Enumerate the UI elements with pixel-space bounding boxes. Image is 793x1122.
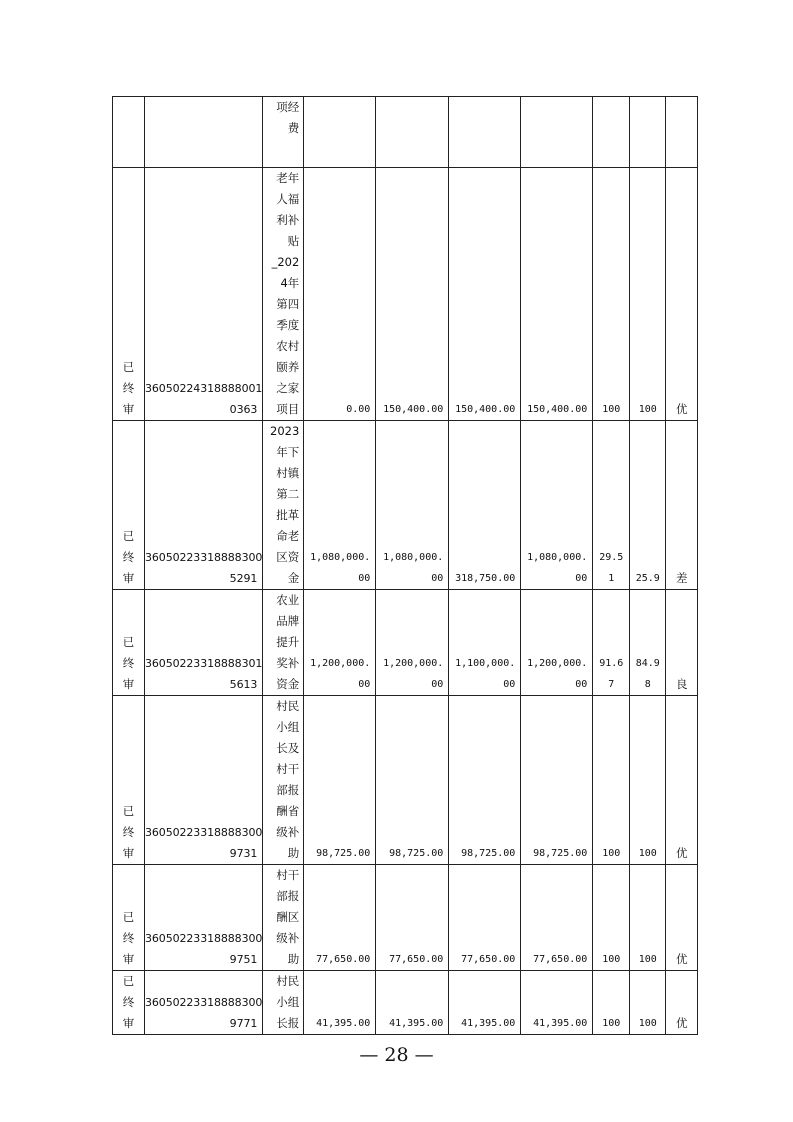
cell-v4	[521, 696, 593, 865]
name-line: 2023	[270, 424, 300, 438]
cell-status	[113, 590, 145, 696]
name-line: 酬省	[276, 804, 300, 818]
name-line: 利补	[276, 213, 300, 227]
cell-v2	[376, 590, 449, 696]
name-line: 提升	[276, 635, 300, 649]
name-line: 部报	[276, 783, 300, 797]
cell-id	[145, 421, 263, 590]
pct-line: 100	[602, 954, 621, 965]
status-line: 已	[122, 529, 135, 543]
name-line: 农村	[276, 339, 300, 353]
name-line: 颐养	[276, 360, 300, 374]
pct-line: 100	[638, 848, 657, 859]
name-line: 村民	[276, 974, 300, 988]
status-line: 终	[122, 931, 135, 945]
name-line: 农业	[276, 593, 300, 607]
num-line: 00	[575, 679, 588, 690]
cell-v3	[449, 865, 521, 971]
status-line: 已	[122, 804, 135, 818]
name-line: 村干	[276, 868, 300, 882]
cell-v3	[449, 421, 521, 590]
cell-v3	[449, 590, 521, 696]
cell-name	[263, 696, 304, 865]
num-line: 318,750.00	[455, 573, 516, 584]
pct-line: 84.9	[635, 658, 660, 669]
num-line: 98,725.00	[389, 848, 444, 859]
id-line: 0363	[229, 403, 258, 416]
name-line: 级补	[276, 825, 300, 839]
status-line: 已	[122, 360, 135, 374]
num-line: 77,650.00	[316, 954, 371, 965]
num-line: 77,650.00	[389, 954, 444, 965]
pct-line: 7	[608, 679, 615, 690]
cell-status	[113, 168, 145, 421]
pct-line: 100	[638, 1018, 657, 1029]
status-line: 已	[122, 974, 135, 988]
num-line: 00	[358, 679, 371, 690]
project-evaluation-table	[112, 96, 698, 1035]
cell-v4	[521, 421, 593, 590]
cell-p1	[593, 168, 630, 421]
id-line: 36050223318888300	[145, 551, 263, 564]
pct-line: 100	[602, 848, 621, 859]
name-line: 项目	[276, 402, 300, 416]
table-row	[113, 865, 698, 971]
cell-v4	[521, 865, 593, 971]
cell-grade	[666, 696, 698, 865]
name-line: 4年	[280, 276, 300, 290]
grade-line: 优	[676, 846, 688, 860]
id-line: 9751	[229, 953, 258, 966]
cell-grade	[666, 865, 698, 971]
cell-v2	[376, 97, 449, 168]
cell-v4	[521, 590, 593, 696]
cell-name	[263, 865, 304, 971]
num-line: 00	[575, 573, 588, 584]
cell-v3	[449, 971, 521, 1035]
pct-line: 100	[602, 404, 621, 415]
table-row	[113, 590, 698, 696]
cell-v1	[304, 865, 376, 971]
num-line: 98,725.00	[533, 848, 588, 859]
table-row	[113, 421, 698, 590]
num-line: 41,395.00	[533, 1018, 588, 1029]
num-line: 98,725.00	[461, 848, 516, 859]
status-line: 终	[122, 995, 135, 1009]
status-line: 已	[122, 910, 135, 924]
status-line: 终	[122, 381, 135, 395]
num-line: 00	[503, 679, 516, 690]
pct-line: 8	[644, 679, 651, 690]
name-line: 长报	[276, 1016, 300, 1030]
cell-v1	[304, 97, 376, 168]
num-line: 1,200,000.	[310, 658, 371, 669]
id-line: 9771	[229, 1017, 258, 1030]
cell-v4	[521, 168, 593, 421]
cell-v2	[376, 696, 449, 865]
cell-p1	[593, 421, 630, 590]
status-line: 终	[122, 656, 135, 670]
name-line: 人福	[276, 192, 300, 206]
pct-line: 100	[638, 954, 657, 965]
pct-line: 100	[638, 404, 657, 415]
name-line: 金	[287, 571, 300, 585]
id-line: 36050223318888300	[145, 932, 263, 945]
cell-v2	[376, 168, 449, 421]
num-line: 41,395.00	[389, 1018, 444, 1029]
name-line: 贴	[287, 234, 300, 248]
name-line: 第四	[276, 297, 300, 311]
cell-status	[113, 696, 145, 865]
id-line: 36050223318888300	[145, 996, 263, 1009]
num-line: 1,080,000.	[383, 552, 444, 563]
name-line: 品牌	[276, 614, 300, 628]
id-line: 36050224318888001	[145, 382, 263, 395]
cell-grade	[666, 421, 698, 590]
cell-id	[145, 97, 263, 168]
table-row	[113, 971, 698, 1035]
grade-line: 优	[676, 402, 688, 416]
table-row	[113, 696, 698, 865]
id-line: 36050223318888300	[145, 826, 263, 839]
cell-p2	[630, 168, 666, 421]
cell-status	[113, 97, 145, 168]
table-row	[113, 168, 698, 421]
num-line: 98,725.00	[316, 848, 371, 859]
name-line: 命老	[276, 529, 300, 543]
cell-id	[145, 168, 263, 421]
cell-p2	[630, 421, 666, 590]
status-line: 审	[122, 402, 135, 416]
num-line: 1,200,000.	[383, 658, 444, 669]
num-line: 41,395.00	[461, 1018, 516, 1029]
grade-line: 良	[676, 677, 688, 691]
cell-v1	[304, 971, 376, 1035]
cell-grade	[666, 97, 698, 168]
cell-p2	[630, 865, 666, 971]
cell-v2	[376, 865, 449, 971]
table-row	[113, 97, 698, 168]
cell-v4	[521, 97, 593, 168]
cell-id	[145, 971, 263, 1035]
cell-p2	[630, 97, 666, 168]
status-line: 终	[122, 550, 135, 564]
status-line: 审	[122, 571, 135, 585]
cell-v2	[376, 421, 449, 590]
page-number: — 28 —	[359, 1044, 434, 1066]
name-line: 批革	[276, 508, 300, 522]
name-line: 部报	[276, 889, 300, 903]
cell-p1	[593, 971, 630, 1035]
cell-p2	[630, 696, 666, 865]
name-line: 之家	[276, 381, 300, 395]
name-line: 老年	[276, 171, 300, 185]
cell-v1	[304, 696, 376, 865]
num-line: 00	[358, 573, 371, 584]
pct-line: 29.5	[599, 552, 624, 563]
cell-id	[145, 696, 263, 865]
num-line: 1,200,000.	[527, 658, 588, 669]
grade-line: 优	[676, 1016, 688, 1030]
num-line: 77,650.00	[461, 954, 516, 965]
name-line: 项经	[276, 100, 300, 114]
id-line: 9731	[229, 847, 258, 860]
name-line: 年下	[276, 445, 300, 459]
pct-line: 1	[608, 573, 615, 584]
cell-status	[113, 971, 145, 1035]
cell-name	[263, 590, 304, 696]
name-line: 助	[287, 952, 300, 966]
name-line: 长及	[276, 741, 300, 755]
cell-v3	[449, 696, 521, 865]
cell-name	[263, 971, 304, 1035]
cell-p1	[593, 590, 630, 696]
cell-grade	[666, 971, 698, 1035]
status-line: 审	[122, 846, 135, 860]
cell-name	[263, 97, 304, 168]
name-line: 费	[287, 121, 300, 135]
pct-line: 91.6	[599, 658, 624, 669]
cell-p1	[593, 696, 630, 865]
name-line: 助	[287, 846, 300, 860]
num-line: 1,080,000.	[310, 552, 371, 563]
num-line: 1,080,000.	[527, 552, 588, 563]
name-line: 奖补	[276, 656, 300, 670]
num-line: 0.00	[346, 404, 371, 415]
cell-id	[145, 590, 263, 696]
name-line: 小组	[276, 720, 300, 734]
cell-p1	[593, 97, 630, 168]
grade-line: 优	[676, 952, 688, 966]
cell-v1	[304, 590, 376, 696]
name-line: 村民	[276, 699, 300, 713]
cell-v1	[304, 168, 376, 421]
status-line: 审	[122, 952, 135, 966]
num-line: 1,100,000.	[455, 658, 516, 669]
num-line: 150,400.00	[383, 404, 444, 415]
num-line: 150,400.00	[527, 404, 588, 415]
cell-v1	[304, 421, 376, 590]
status-line: 终	[122, 825, 135, 839]
name-line: 第二	[276, 487, 300, 501]
num-line: 41,395.00	[316, 1018, 371, 1029]
pct-line: 25.9	[635, 573, 660, 584]
name-line: 资金	[276, 677, 300, 691]
status-line: 已	[122, 635, 135, 649]
cell-v3	[449, 97, 521, 168]
cell-v4	[521, 971, 593, 1035]
cell-p2	[630, 590, 666, 696]
name-line: 级补	[276, 931, 300, 945]
status-line: 审	[122, 677, 135, 691]
grade-line: 差	[676, 571, 688, 585]
cell-status	[113, 865, 145, 971]
id-line: 5613	[229, 678, 258, 691]
name-line: 小组	[276, 995, 300, 1009]
cell-id	[145, 865, 263, 971]
name-line: 村干	[276, 762, 300, 776]
name-line: 酬区	[276, 910, 300, 924]
cell-v3	[449, 168, 521, 421]
num-line: 00	[431, 679, 444, 690]
cell-name	[263, 421, 304, 590]
name-line: 季度	[276, 318, 300, 332]
name-line: _202	[271, 255, 300, 269]
cell-p2	[630, 971, 666, 1035]
cell-status	[113, 421, 145, 590]
pct-line: 100	[602, 1018, 621, 1029]
id-line: 5291	[229, 572, 258, 585]
num-line: 77,650.00	[533, 954, 588, 965]
status-line: 审	[122, 1016, 135, 1030]
name-line: 村镇	[276, 466, 300, 480]
cell-grade	[666, 168, 698, 421]
cell-v2	[376, 971, 449, 1035]
cell-name	[263, 168, 304, 421]
id-line: 36050223318888301	[145, 657, 263, 670]
cell-p1	[593, 865, 630, 971]
cell-grade	[666, 590, 698, 696]
num-line: 00	[431, 573, 444, 584]
num-line: 150,400.00	[455, 404, 516, 415]
name-line: 区资	[276, 550, 300, 564]
